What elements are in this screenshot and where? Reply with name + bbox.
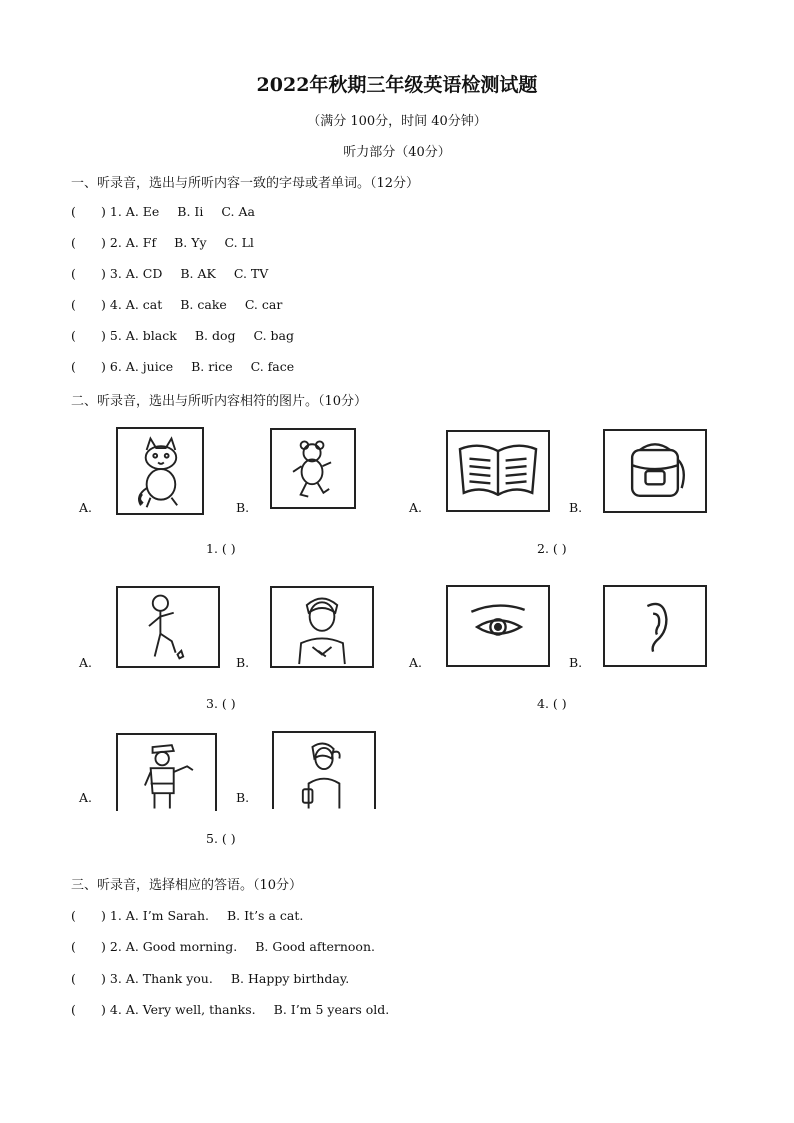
s1-question-2: [71, 235, 272, 250]
question-number: 3.: [109, 266, 122, 281]
paren-close: ): [101, 297, 106, 312]
eye-icon: [448, 587, 548, 665]
cat-picture[interactable]: [116, 427, 204, 515]
option-c: C. car: [244, 297, 283, 312]
eye-picture[interactable]: [446, 585, 550, 667]
woman-picture[interactable]: [272, 731, 376, 809]
cat-icon: [118, 429, 202, 513]
question-number: 6.: [109, 359, 122, 374]
option-c: C. Ll: [224, 235, 254, 250]
option-b: B. rice: [191, 359, 233, 374]
paren-close: ): [101, 908, 106, 923]
s3-question-2: [71, 939, 393, 954]
option-b: B. AK: [180, 266, 216, 281]
answer-blank[interactable]: (: [71, 359, 76, 374]
answer-blank[interactable]: (: [71, 235, 76, 250]
section1-heading: 一、听录音，选出与所听内容一致的字母或者单词。（12分）: [71, 176, 420, 191]
answer-blank[interactable]: (: [71, 328, 76, 343]
option-a: A. CD: [125, 266, 163, 281]
option-a: A. cat: [125, 297, 163, 312]
option-c: C. bag: [253, 328, 295, 343]
page-subtitle: （满分 100分，时间 40分钟）: [307, 114, 487, 129]
s1-question-6: [71, 359, 312, 374]
paren-close: ): [101, 328, 106, 343]
ear-icon: [605, 587, 705, 665]
question-number: 2.: [109, 235, 122, 250]
answer-blank[interactable]: (: [71, 297, 76, 312]
boy-kicking-icon: [118, 588, 218, 666]
paren-close: ): [101, 1002, 106, 1017]
question-number: 1.: [109, 908, 122, 923]
woman-icon: [274, 733, 374, 809]
school-bag-icon: [605, 431, 705, 511]
option-a-label: A.: [409, 655, 423, 670]
option-b: B. It’s a cat.: [226, 908, 304, 923]
option-b-label: B.: [569, 655, 583, 670]
boy-pointing-picture[interactable]: [270, 586, 374, 668]
teddy-bear-picture[interactable]: [270, 428, 356, 509]
option-c: C. Aa: [221, 204, 255, 219]
option-b: B. Happy birthday.: [230, 971, 350, 986]
option-b: B. I’m 5 years old.: [273, 1002, 390, 1017]
question-number: 4.: [109, 297, 122, 312]
question-number: 4.: [109, 1002, 122, 1017]
option-a: A. Ee: [125, 204, 160, 219]
option-a-label: A.: [79, 500, 93, 515]
book-icon: [448, 432, 548, 510]
paren-close: ): [101, 204, 106, 219]
option-b: B. Yy: [174, 235, 207, 250]
option-c: C. face: [250, 359, 295, 374]
paren-close: ): [101, 235, 106, 250]
section3-heading: 三、听录音，选择相应的答语。（10分）: [71, 878, 303, 893]
answer-3[interactable]: 3. ( ): [206, 696, 236, 711]
option-a: A. I’m Sarah.: [125, 908, 209, 923]
answer-2[interactable]: 2. ( ): [537, 541, 567, 556]
answer-blank[interactable]: (: [71, 908, 76, 923]
option-a: A. Ff: [125, 235, 157, 250]
option-a: A. Very well, thanks.: [125, 1002, 256, 1017]
s3-question-4: [71, 1002, 407, 1017]
s1-question-5: [71, 328, 312, 343]
s1-question-1: [71, 204, 273, 219]
answer-blank[interactable]: (: [71, 1002, 76, 1017]
paren-close: ): [101, 939, 106, 954]
option-b-label: B.: [569, 500, 583, 515]
answer-blank[interactable]: (: [71, 939, 76, 954]
listening-heading: 听力部分（40分）: [343, 145, 451, 160]
option-b-label: B.: [236, 655, 250, 670]
teddy-bear-icon: [272, 430, 354, 507]
option-b: B. cake: [180, 297, 227, 312]
book-picture[interactable]: [446, 430, 550, 512]
boy-pointing-icon: [272, 588, 372, 666]
option-a: A. Thank you.: [125, 971, 213, 986]
paren-close: ): [101, 266, 106, 281]
answer-1[interactable]: 1. ( ): [206, 541, 236, 556]
ear-picture[interactable]: [603, 585, 707, 667]
question-number: 1.: [109, 204, 122, 219]
option-a-label: A.: [79, 790, 93, 805]
option-a: A. Good morning.: [125, 939, 238, 954]
option-c: C. TV: [233, 266, 269, 281]
paren-close: ): [101, 971, 106, 986]
answer-5[interactable]: 5. ( ): [206, 831, 236, 846]
option-a: A. juice: [125, 359, 174, 374]
paren-close: ): [101, 359, 106, 374]
page-title: 2022年秋期三年级英语检测试题: [256, 74, 538, 96]
question-number: 3.: [109, 971, 122, 986]
question-number: 5.: [109, 328, 122, 343]
s3-question-1: [71, 908, 321, 923]
s1-question-3: [71, 266, 286, 281]
option-a-label: A.: [409, 500, 423, 515]
s1-question-4: [71, 297, 300, 312]
answer-4[interactable]: 4. ( ): [537, 696, 567, 711]
policeman-icon: [118, 735, 215, 811]
answer-blank[interactable]: (: [71, 971, 76, 986]
boy-kicking-picture[interactable]: [116, 586, 220, 668]
question-number: 2.: [109, 939, 122, 954]
option-b: B. Ii: [177, 204, 204, 219]
option-b: B. dog: [194, 328, 236, 343]
option-b: B. Good afternoon.: [255, 939, 375, 954]
answer-blank[interactable]: (: [71, 266, 76, 281]
answer-blank[interactable]: (: [71, 204, 76, 219]
option-b-label: B.: [236, 790, 250, 805]
school-bag-picture[interactable]: [603, 429, 707, 513]
section2-heading: 二、听录音，选出与所听内容相符的图片。（10分）: [71, 394, 368, 409]
s3-question-3: [71, 971, 367, 986]
policeman-picture[interactable]: [116, 733, 217, 811]
option-a: A. black: [125, 328, 177, 343]
option-b-label: B.: [236, 500, 250, 515]
option-a-label: A.: [79, 655, 93, 670]
